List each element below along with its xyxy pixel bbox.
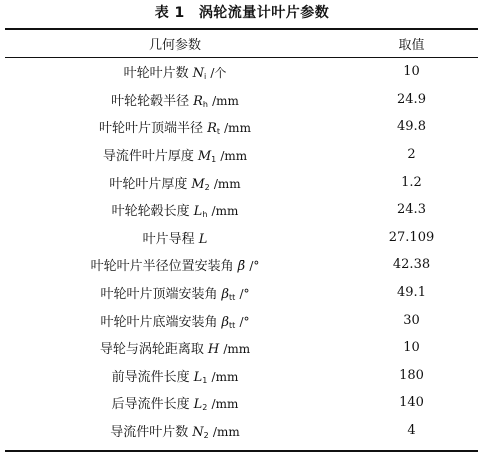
param-symbol: R xyxy=(207,121,217,137)
value-cell: 27.109 xyxy=(388,229,435,245)
param-symbol: β xyxy=(221,314,230,330)
param-unit: /mm xyxy=(220,149,248,164)
table-row xyxy=(5,113,478,141)
value-cell: 24.9 xyxy=(397,91,426,107)
header-value: 取值 xyxy=(398,37,425,53)
param-name: 后导流件长度 xyxy=(111,397,190,413)
table-caption xyxy=(0,3,484,23)
table-body xyxy=(5,58,478,444)
value-cell: 10 xyxy=(403,64,420,80)
param-unit: /° xyxy=(249,259,260,274)
value-cell: 42.38 xyxy=(392,257,431,273)
value-cell: 10 xyxy=(403,340,420,356)
param-subscript: 2 xyxy=(204,182,210,192)
param-cell xyxy=(5,283,345,302)
table-row xyxy=(5,279,478,307)
param-subscript: 2 xyxy=(203,431,209,441)
value-cell: 1.2 xyxy=(401,174,422,190)
param-unit: /mm xyxy=(212,425,240,440)
param-name: 导流件叶片厚度 xyxy=(102,149,194,165)
param-cell xyxy=(5,117,345,136)
param-name: 叶轮叶片数 xyxy=(123,66,189,82)
param-name: 叶轮叶片厚度 xyxy=(109,176,188,192)
param-name: 叶片导程 xyxy=(142,231,195,247)
param-name: 叶轮叶片半径位置安装角 xyxy=(90,259,234,275)
param-unit: /mm xyxy=(211,204,239,219)
param-cell xyxy=(5,145,345,164)
param-subscript: h xyxy=(202,99,208,109)
param-name: 叶轮叶片顶端安装角 xyxy=(100,287,218,303)
value-cell: 180 xyxy=(399,367,424,383)
param-unit: /mm xyxy=(223,342,251,357)
param-unit: /mm xyxy=(211,397,239,412)
table-row xyxy=(5,251,478,279)
value-cell: 4 xyxy=(407,423,416,439)
param-name: 叶轮叶片顶端半径 xyxy=(99,121,204,137)
param-subscript: t xyxy=(216,127,220,137)
param-symbol: R xyxy=(193,93,203,109)
param-subscript: h xyxy=(202,210,208,220)
param-symbol: N xyxy=(192,66,204,82)
param-subscript: i xyxy=(203,72,207,82)
table-row xyxy=(5,306,478,334)
table-row xyxy=(5,417,478,445)
param-unit: /mm xyxy=(212,93,239,108)
param-subscript: 1 xyxy=(202,375,208,385)
param-cell xyxy=(5,311,345,330)
param-cell xyxy=(5,366,345,385)
table-row xyxy=(5,334,478,362)
param-unit: /mm xyxy=(213,176,241,191)
value-cell: 140 xyxy=(399,395,424,411)
param-unit: /mm xyxy=(224,121,251,136)
param-cell xyxy=(5,338,345,357)
param-symbol: L xyxy=(193,397,203,413)
param-symbol: M xyxy=(197,149,212,165)
value-cell: 24.3 xyxy=(397,202,426,218)
table-row xyxy=(5,86,478,114)
param-unit: /° xyxy=(239,314,250,329)
param-cell xyxy=(5,90,345,109)
table-row xyxy=(5,141,478,169)
param-symbol: M xyxy=(191,176,205,192)
table-row xyxy=(5,168,478,196)
table-title: 涡轮流量计叶片参数 xyxy=(198,5,330,21)
param-name: 导流件叶片数 xyxy=(110,425,189,441)
param-symbol: β̄ xyxy=(237,259,246,275)
param-symbol: L xyxy=(198,231,208,247)
param-cell xyxy=(5,173,345,192)
table-row xyxy=(5,389,478,417)
table-row xyxy=(5,224,478,252)
param-cell xyxy=(5,393,345,412)
param-cell xyxy=(5,255,345,274)
value-cell: 2 xyxy=(407,147,416,163)
table-row xyxy=(5,362,478,390)
param-symbol: L xyxy=(193,369,203,385)
param-subscript: 1 xyxy=(211,155,217,165)
value-cell: 49.1 xyxy=(397,285,426,301)
value-cell: 30 xyxy=(403,312,420,328)
param-symbol: L xyxy=(193,204,203,220)
param-cell xyxy=(5,228,345,247)
param-subscript: 2 xyxy=(202,403,208,413)
table-header xyxy=(5,29,478,57)
param-subscript: tt xyxy=(229,293,236,303)
table-row xyxy=(5,196,478,224)
param-symbol: β xyxy=(221,287,230,303)
table-label: 表 1 xyxy=(154,5,185,21)
param-cell xyxy=(5,62,345,81)
param-name: 叶轮叶片底端安装角 xyxy=(100,314,218,330)
param-subscript: tt xyxy=(229,320,236,330)
param-symbol: H xyxy=(207,342,220,358)
param-name: 导轮与涡轮距离取 xyxy=(99,342,204,358)
param-cell xyxy=(5,421,345,440)
param-name: 叶轮轮毂长度 xyxy=(111,204,190,220)
param-unit: /° xyxy=(239,287,250,302)
param-symbol: N xyxy=(192,425,204,441)
param-unit: /mm xyxy=(211,369,239,384)
table-row xyxy=(5,58,478,86)
param-cell xyxy=(5,200,345,219)
table-bottom-rule xyxy=(5,450,478,452)
header-param: 几何参数 xyxy=(148,37,201,53)
param-unit: /个 xyxy=(210,66,227,81)
param-name: 叶轮轮毂半径 xyxy=(111,93,190,109)
param-name: 前导流件长度 xyxy=(111,369,190,385)
value-cell: 49.8 xyxy=(397,119,426,135)
